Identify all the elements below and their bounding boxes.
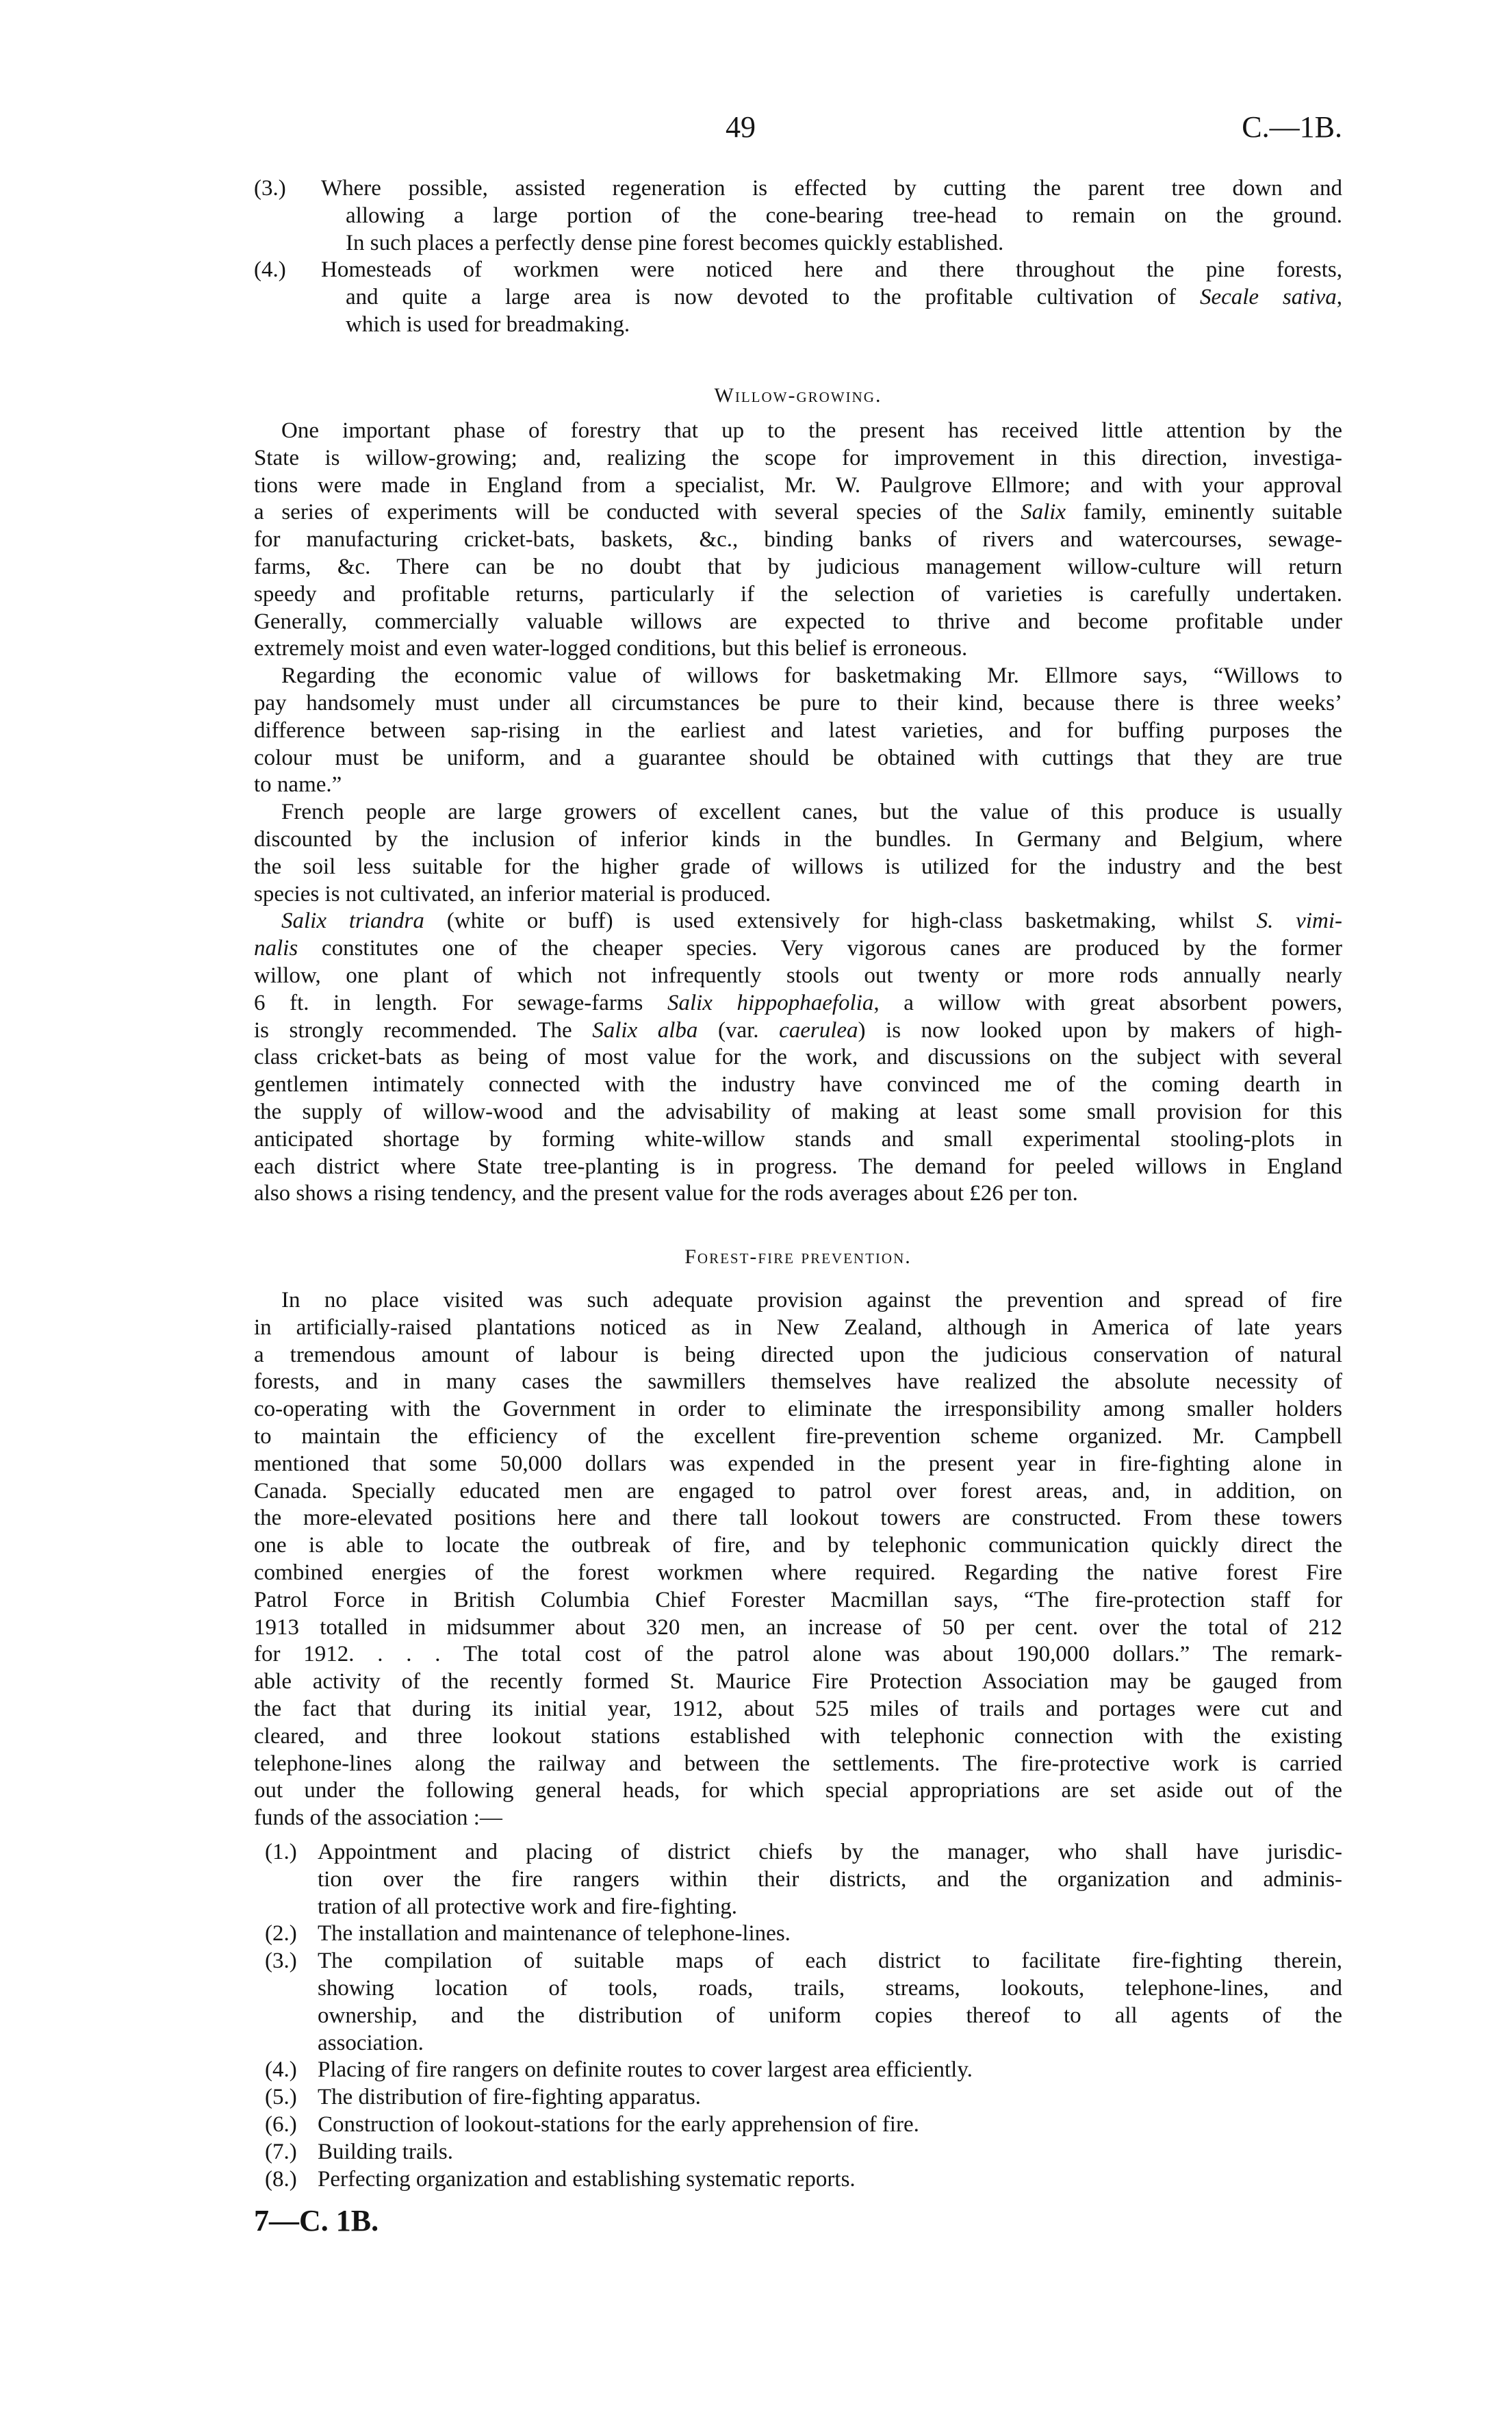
list-item bbox=[265, 2139, 1342, 2166]
list-item bbox=[254, 175, 1342, 257]
paragraph bbox=[254, 799, 1342, 908]
text-line: the fact that during its initial year, 1912, about 525 miles of trails and portages were cut and bbox=[254, 1696, 1342, 1721]
text-segment: is strongly recommended. The bbox=[254, 1017, 593, 1043]
text-line: tion over the fire rangers within their districts, and the organization and adminis- bbox=[318, 1866, 1342, 1892]
text-line: forests, and in many cases the sawmillers themselves have realized the absolute necessity of bbox=[254, 1369, 1342, 1395]
text-line: discounted by the inclusion of inferior kinds in the bundles. In Germany and Belgium, where bbox=[254, 826, 1342, 852]
italic-species-name: caerulea bbox=[779, 1017, 858, 1043]
text-line: class cricket-bats as being of most value for the work, and discussions on the subject with several bbox=[254, 1045, 1342, 1070]
section-heading-forest-fire-prevention: Forest-fire prevention. bbox=[684, 1245, 912, 1268]
list-item bbox=[265, 2057, 1342, 2084]
italic-species-name: Salix bbox=[1021, 500, 1066, 525]
text-line: In such places a perfectly dense pine forest becomes quickly established. bbox=[346, 230, 1004, 255]
text-line: French people are large growers of excellent canes, but the value of this produce is usually bbox=[281, 800, 1342, 825]
text-line: to maintain the efficiency of the excellent fire-prevention scheme organized. Mr. Campbell bbox=[254, 1423, 1342, 1449]
list-item bbox=[265, 1920, 1342, 1948]
text-line: speedy and profitable returns, particularly if the selection of varieties is carefully undertaken. bbox=[254, 581, 1342, 607]
text-line: telephone-lines along the railway and between the settlements. The fire-protective work is carried bbox=[254, 1751, 1342, 1776]
document-reference: C.—1B. bbox=[1242, 110, 1342, 144]
list-item-text bbox=[318, 1920, 1342, 1948]
page-number: 49 bbox=[726, 110, 756, 144]
text-line: allowing a large portion of the cone-bearing tree-head to remain on the ground. bbox=[346, 203, 1342, 228]
text-line: Regarding the economic value of willows for basketmaking Mr. Ellmore says, “Willows to bbox=[281, 663, 1342, 689]
text-line: one is able to locate the outbreak of fire, and by telephonic communication quickly direct the bbox=[254, 1533, 1342, 1558]
text-line bbox=[254, 908, 1342, 935]
text-line: 1913 totalled in midsummer about 320 men, an increase of 50 per cent. over the total of 212 bbox=[254, 1614, 1342, 1640]
italic-species-name: Salix hippophaefolia bbox=[667, 990, 874, 1015]
text-segment: 6 ft. in length. For sewage-farms bbox=[254, 990, 667, 1015]
text-line: Patrol Force in British Columbia Chief Forester Macmillan says, “The fire-protection staff for bbox=[254, 1587, 1342, 1612]
italic-species-name: nalis bbox=[254, 936, 298, 961]
text-line: Canada. Specially educated men are engaged to patrol over forest areas, and, in addition, on bbox=[254, 1478, 1342, 1504]
text-line: also shows a rising tendency, and the present value for the rods averages about £26 per ton. bbox=[254, 1181, 1078, 1206]
text-line: Homesteads of workmen were noticed here and there throughout the pine forests, bbox=[321, 257, 1342, 283]
italic-species-name: Secale sativa bbox=[1199, 285, 1337, 310]
italic-species-name: Salix triandra bbox=[281, 909, 424, 934]
text-line: for 1912. . . . The total cost of the patrol alone was about 190,000 dollars.” The remark- bbox=[254, 1642, 1342, 1667]
list-item bbox=[265, 2111, 1342, 2139]
list-item-text bbox=[321, 257, 1342, 338]
list-item bbox=[265, 2166, 1342, 2194]
text-line: combined energies of the forest workmen where required. Regarding the native forest Fire bbox=[254, 1560, 1342, 1585]
section-willow-growing bbox=[254, 418, 1342, 1208]
text-line: each district where State tree-planting is in progress. The demand for peeled willows in England bbox=[254, 1154, 1342, 1179]
list-item-text bbox=[318, 2139, 1342, 2166]
list-item-text bbox=[318, 2084, 1342, 2111]
text-line: the soil less suitable for the higher grade of willows is utilized for the industry and the best bbox=[254, 854, 1342, 879]
text-line: the more-elevated positions here and there tall lookout towers are constructed. From these towers bbox=[254, 1506, 1342, 1531]
text-line: farms, &c. There can be no doubt that by judicious management willow-culture will return bbox=[254, 554, 1342, 579]
fire-heads-numbered-list bbox=[265, 1839, 1342, 2193]
section-heading-willow-growing: Willow-growing. bbox=[714, 384, 882, 407]
list-item-text bbox=[321, 175, 1342, 257]
text-line: The installation and maintenance of telephone-lines. bbox=[318, 1921, 791, 1946]
text-line: which is used for breadmaking. bbox=[346, 312, 630, 337]
text-line bbox=[346, 284, 1342, 312]
text-line: out under the following general heads, for which special appropriations are set aside out of the bbox=[254, 1778, 1342, 1803]
list-item-text bbox=[318, 1948, 1342, 2057]
text-line: in artificially-raised plantations noticed as in New Zealand, although in America of late years bbox=[254, 1315, 1342, 1340]
text-line bbox=[254, 935, 1342, 963]
text-line: pay handsomely must under all circumstances be pure to their kind, because there is three weeks’ bbox=[254, 690, 1342, 715]
text-segment: constitutes one of the cheaper species. Very vigorous canes are produced by the former bbox=[298, 936, 1342, 961]
text-segment: , bbox=[1336, 285, 1342, 310]
paragraph bbox=[254, 418, 1342, 663]
footer-signature: 7—C. 1B. bbox=[254, 2204, 379, 2237]
paragraph bbox=[254, 908, 1342, 1208]
text-segment: , a willow with great absorbent powers, bbox=[873, 990, 1342, 1015]
text-line: extremely moist and even water-logged conditions, but this belief is erroneous. bbox=[254, 636, 968, 661]
list-item-text bbox=[318, 2111, 1342, 2139]
list-item-number: (4.) bbox=[265, 2057, 297, 2083]
text-line: willow, one plant of which not infrequently stools out twenty or more rods annually nearly bbox=[254, 963, 1342, 988]
text-line: the supply of willow-wood and the advisability of making at least some small provision for this bbox=[254, 1099, 1342, 1124]
text-line: a tremendous amount of labour is being directed upon the judicious conservation of natural bbox=[254, 1342, 1342, 1367]
list-item-number: (3.) bbox=[254, 176, 286, 201]
list-item-number: (3.) bbox=[265, 1949, 297, 1974]
list-item-number: (8.) bbox=[265, 2166, 297, 2192]
text-line: Where possible, assisted regeneration is effected by cutting the parent tree down and bbox=[321, 176, 1342, 201]
text-line: The distribution of fire-fighting apparatus. bbox=[318, 2085, 701, 2110]
list-item-text bbox=[318, 2166, 1342, 2194]
text-line: showing location of tools, roads, trails, streams, lookouts, telephone-lines, and bbox=[318, 1975, 1342, 2001]
text-line: gentlemen intimately connected with the industry have convinced me of the coming dearth in bbox=[254, 1072, 1342, 1098]
text-line: Construction of lookout-stations for the early apprehension of fire. bbox=[318, 2111, 919, 2137]
text-segment: (white or buff) is used extensively for high-class basketmaking, whilst bbox=[424, 909, 1257, 934]
list-item-text bbox=[318, 1839, 1342, 1920]
text-segment: a series of experiments will be conducted with several species of the bbox=[254, 500, 1021, 525]
text-line bbox=[254, 499, 1342, 527]
list-item bbox=[265, 1839, 1342, 1920]
text-line: to name.” bbox=[254, 772, 342, 798]
text-line bbox=[254, 1017, 1342, 1045]
list-item-number: (7.) bbox=[265, 2139, 297, 2164]
text-line bbox=[254, 990, 1342, 1017]
text-segment: (var. bbox=[697, 1017, 780, 1043]
paragraph bbox=[254, 663, 1342, 799]
list-item-number: (2.) bbox=[265, 1921, 297, 1946]
text-line: funds of the association :— bbox=[254, 1805, 502, 1831]
text-line: One important phase of forestry that up to the present has received little attention by the bbox=[281, 418, 1342, 443]
text-line: Building trails. bbox=[318, 2139, 453, 2164]
text-line: Perfecting organization and establishing systematic reports. bbox=[318, 2166, 856, 2192]
intro-numbered-list bbox=[254, 175, 1342, 339]
text-line: co-operating with the Government in order to eliminate the irresponsibility among smaller holders bbox=[254, 1397, 1342, 1422]
text-line: anticipated shortage by forming white-willow stands and small experimental stooling-plots in bbox=[254, 1126, 1342, 1152]
text-line: mentioned that some 50,000 dollars was expended in the present year in fire-fighting alone in bbox=[254, 1451, 1342, 1476]
list-item-number: (1.) bbox=[265, 1840, 297, 1864]
italic-species-name: Salix alba bbox=[592, 1017, 698, 1043]
text-line: association. bbox=[318, 2030, 424, 2055]
text-line: ownership, and the distribution of uniform copies thereof to all agents of the bbox=[318, 2003, 1342, 2028]
list-item bbox=[265, 2084, 1342, 2111]
text-segment: and quite a large area is now devoted to the profitable cultivation of bbox=[346, 285, 1200, 310]
section-forest-fire-prevention bbox=[254, 1287, 1342, 1832]
text-line: for manufacturing cricket-bats, baskets, &c., binding banks of rivers and watercourses, sewage- bbox=[254, 527, 1342, 553]
paragraph bbox=[254, 1287, 1342, 1832]
text-line: species is not cultivated, an inferior material is produced. bbox=[254, 881, 771, 906]
text-line: Generally, commercially valuable willows are expected to thrive and become profitable under bbox=[254, 609, 1342, 634]
text-line: Appointment and placing of district chiefs by the manager, who shall have jurisdic- bbox=[318, 1840, 1342, 1864]
list-item bbox=[265, 1948, 1342, 2057]
list-item-text bbox=[318, 2057, 1342, 2084]
list-item-number: (6.) bbox=[265, 2111, 297, 2137]
text-line: Placing of fire rangers on definite routes to cover largest area efficiently. bbox=[318, 2057, 973, 2083]
text-line: tions were made in England from a specialist, Mr. W. Paulgrove Ellmore; and with your approval bbox=[254, 472, 1342, 498]
text-line: The compilation of suitable maps of each district to facilitate fire-fighting therein, bbox=[318, 1949, 1342, 1974]
list-item-number: (5.) bbox=[265, 2085, 297, 2110]
text-line: State is willow-growing; and, realizing the scope for improvement in this direction, investiga- bbox=[254, 445, 1342, 470]
list-item-number: (4.) bbox=[254, 257, 286, 283]
text-line: tration of all protective work and fire-fighting. bbox=[318, 1894, 738, 1919]
italic-species-name: S. vimi- bbox=[1256, 909, 1342, 934]
text-line: able activity of the recently formed St. Maurice Fire Protection Association may be gauged from bbox=[254, 1669, 1342, 1695]
list-item bbox=[254, 257, 1342, 338]
text-line: colour must be uniform, and a guarantee should be obtained with cuttings that they are true bbox=[254, 745, 1342, 770]
text-line: difference between sap-rising in the earliest and latest varieties, and for buffing purposes the bbox=[254, 718, 1342, 743]
text-line: cleared, and three lookout stations established with telephonic connection with the existing bbox=[254, 1723, 1342, 1749]
text-line: In no place visited was such adequate provision against the prevention and spread of fire bbox=[281, 1288, 1342, 1312]
text-segment: family, eminently suitable bbox=[1066, 500, 1342, 525]
text-segment: ) is now looked upon by makers of high- bbox=[858, 1017, 1342, 1043]
